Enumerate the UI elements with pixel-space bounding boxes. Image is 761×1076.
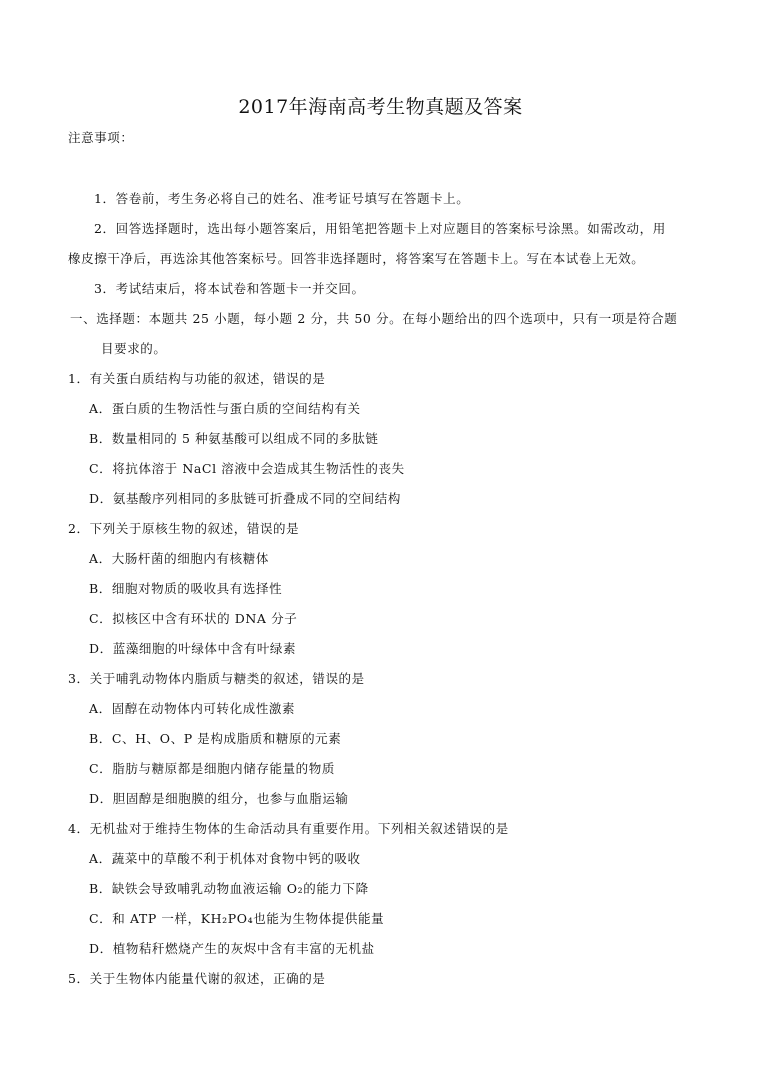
question-option: D．氨基酸序列相同的多肽链可折叠成不同的空间结构 bbox=[89, 491, 401, 506]
question-stem: 5．关于生物体内能量代谢的叙述，正确的是 bbox=[68, 971, 326, 986]
question-option: A．蛋白质的生物活性与蛋白质的空间结构有关 bbox=[89, 401, 361, 416]
notice-item: 橡皮擦干净后，再选涂其他答案标号。回答非选择题时，将答案写在答题卡上。写在本试卷上无效。 bbox=[68, 251, 645, 266]
notice-item: 3．考试结束后，将本试卷和答题卡一并交回。 bbox=[94, 281, 365, 296]
question-option: D．植物秸秆燃烧产生的灰烬中含有丰富的无机盐 bbox=[89, 941, 375, 956]
question-stem: 3．关于哺乳动物体内脂质与糖类的叙述，错误的是 bbox=[68, 671, 365, 686]
question-option: C．脂肪与糖原都是细胞内储存能量的物质 bbox=[89, 761, 335, 776]
question-option: B．细胞对物质的吸收具有选择性 bbox=[89, 581, 283, 596]
section-heading-cont: 目要求的。 bbox=[101, 341, 167, 356]
notice-item: 1．答卷前，考生务必将自己的姓名、准考证号填写在答题卡上。 bbox=[94, 191, 470, 206]
question-option: B．数量相同的 5 种氨基酸可以组成不同的多肽链 bbox=[89, 431, 379, 446]
notice-item: 2．回答选择题时，选出每小题答案后，用铅笔把答题卡上对应题目的答案标号涂黑。如需改动，用 bbox=[94, 221, 666, 236]
question-option: B．缺铁会导致哺乳动物血液运输 O₂的能力下降 bbox=[89, 881, 369, 896]
question-stem: 2．下列关于原核生物的叙述，错误的是 bbox=[68, 521, 300, 536]
question-option: C．拟核区中含有环状的 DNA 分子 bbox=[89, 611, 298, 626]
question-option: A．大肠杆菌的细胞内有核糖体 bbox=[89, 551, 269, 566]
question-option: C．和 ATP 一样，KH₂PO₄也能为生物体提供能量 bbox=[89, 911, 385, 926]
notice-heading: 注意事项： bbox=[68, 130, 134, 145]
page-title: 2017年海南高考生物真题及答案 bbox=[238, 96, 523, 118]
question-option: A．蔬菜中的草酸不利于机体对食物中钙的吸收 bbox=[89, 851, 361, 866]
question-option: A．固醇在动物体内可转化成性激素 bbox=[89, 701, 296, 716]
question-option: C．将抗体溶于 NaCl 溶液中会造成其生物活性的丧失 bbox=[89, 461, 405, 476]
question-option: B．C、H、O、P 是构成脂质和糖原的元素 bbox=[89, 731, 342, 746]
section-heading: 一、选择题：本题共 25 小题，每小题 2 分，共 50 分。在每小题给出的四个选项中，只有一项是符合题 bbox=[70, 311, 678, 326]
question-option: D．蓝藻细胞的叶绿体中含有叶绿素 bbox=[89, 641, 297, 656]
question-stem: 1．有关蛋白质结构与功能的叙述，错误的是 bbox=[68, 371, 326, 386]
question-option: D．胆固醇是细胞膜的组分，也参与血脂运输 bbox=[89, 791, 349, 806]
question-stem: 4．无机盐对于维持生物体的生命活动具有重要作用。下列相关叙述错误的是 bbox=[68, 821, 509, 836]
